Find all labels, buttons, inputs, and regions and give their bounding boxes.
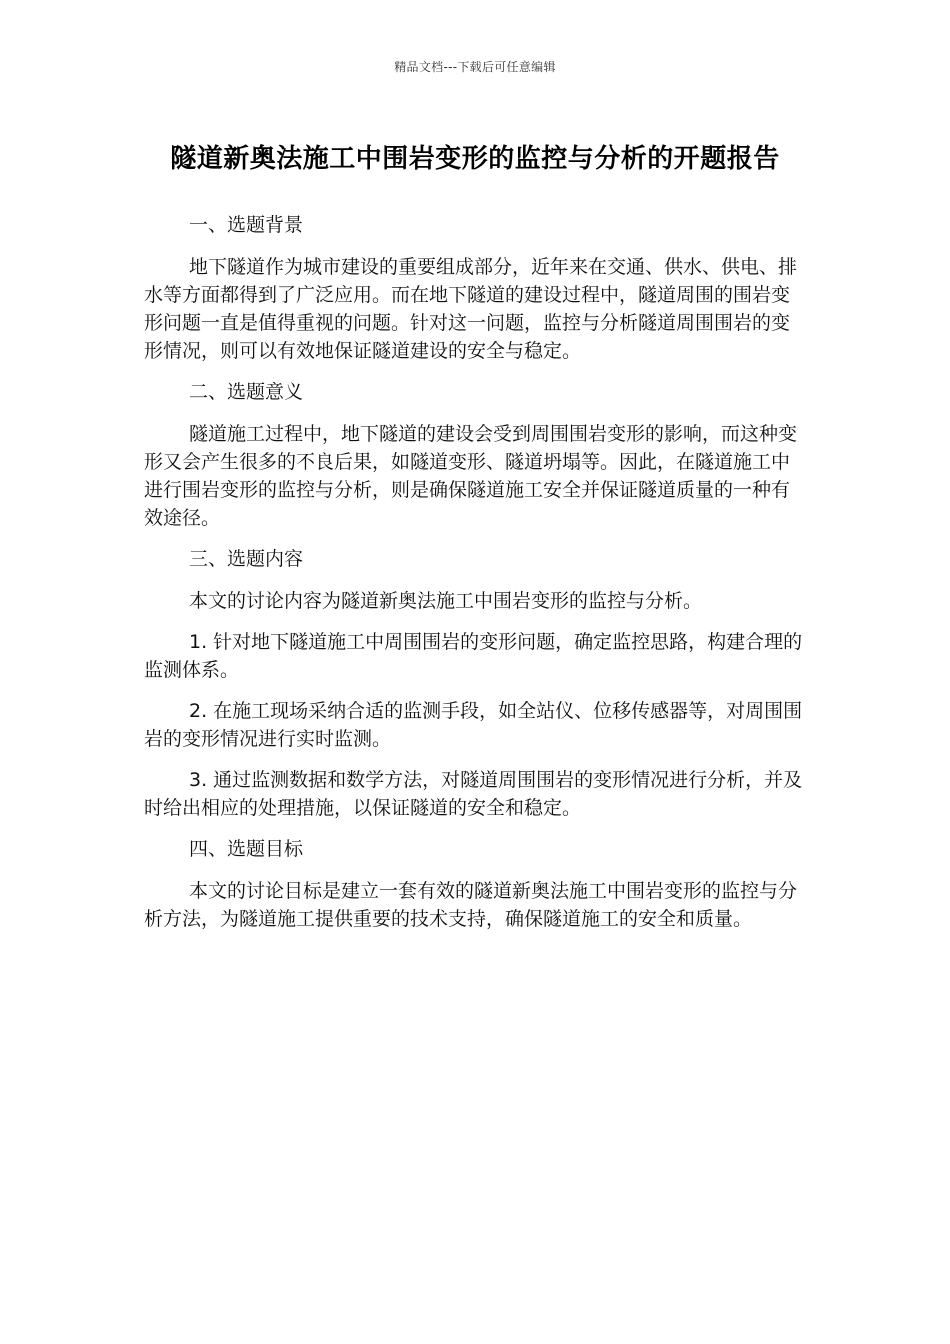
section-heading: 一、选题背景	[189, 214, 304, 236]
list-item: 2. 在施工现场采纳合适的监测手段，如全站仪、位移传感器等，对周围围岩的变形情况进行实时监测。	[144, 700, 803, 750]
paragraph: 地下隧道作为城市建设的重要组成部分，近年来在交通、供水、供电、排水等方面都得到了广泛应用。而在地下隧道的建设过程中，隧道周围的围岩变形问题一直是值得重视的问题。针对这一问题，监控与分析隧道周围围岩的变形情况，则可以有效地保证隧道建设的安全与稳定。	[144, 256, 798, 362]
section-content	[144, 545, 806, 822]
section-heading: 三、选题内容	[189, 548, 304, 570]
paragraph: 本文的讨论内容为隧道新奥法施工中围岩变形的监控与分析。	[189, 590, 703, 612]
section-background	[144, 211, 806, 365]
section-goal	[144, 835, 806, 933]
list-item: 1. 针对地下隧道施工中周围围岩的变形问题，确定监控思路，构建合理的监测体系。	[144, 631, 803, 681]
list-item: 3. 通过监测数据和数学方法，对隧道周围围岩的变形情况进行分析，并及时给出相应的处理措施，以保证隧道的安全和稳定。	[144, 769, 803, 819]
paragraph: 本文的讨论目标是建立一套有效的隧道新奥法施工中围岩变形的监控与分析方法，为隧道施工提供重要的技术支持，确保隧道施工的安全和质量。	[144, 880, 798, 930]
document-body	[144, 211, 806, 946]
paragraph: 隧道施工过程中，地下隧道的建设会受到周围围岩变形的影响，而这种变形又会产生很多的不良后果，如隧道变形、隧道坍塌等。因此，在隧道施工中进行围岩变形的监控与分析，则是确保隧道施工安全并保证隧道质量的一种有效途径。	[144, 423, 798, 529]
section-heading: 二、选题意义	[189, 381, 304, 403]
section-significance	[144, 378, 806, 532]
section-heading: 四、选题目标	[189, 838, 304, 860]
document-title: 隧道新奥法施工中围岩变形的监控与分析的开题报告	[170, 144, 780, 174]
header-note: 精品文档---下载后可任意编辑	[394, 60, 556, 74]
